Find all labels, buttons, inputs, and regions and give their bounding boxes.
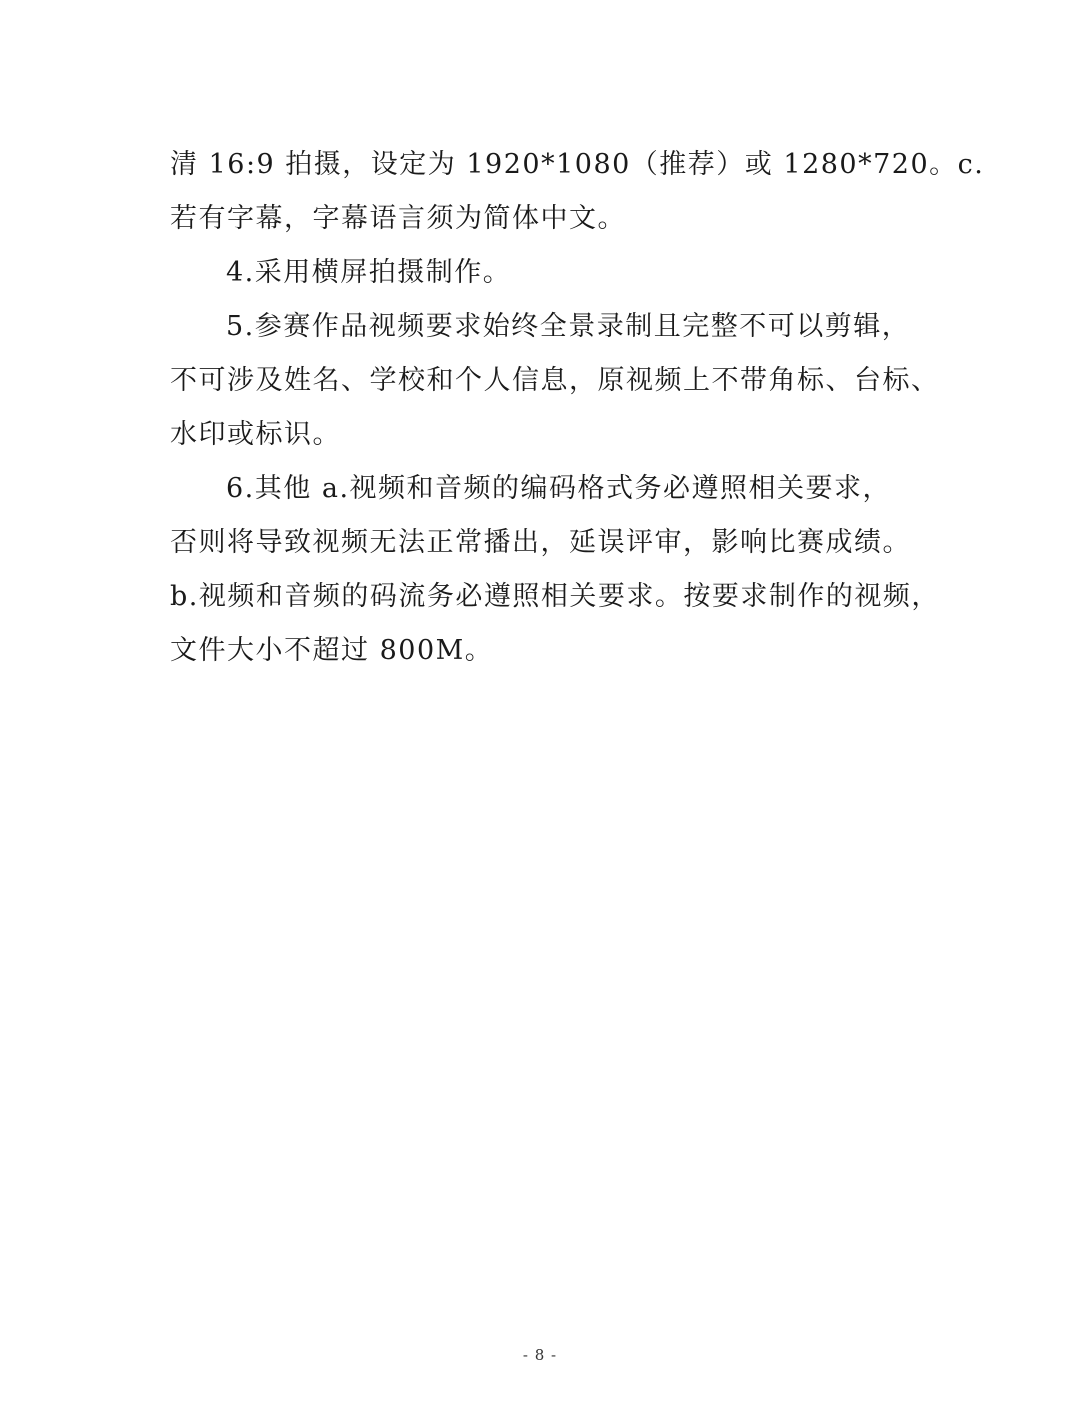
text-line: b.视频和音频的码流务必遵照相关要求。按要求制作的视频， — [170, 581, 940, 612]
text-line: 文件大小不超过 800M。 — [170, 635, 494, 666]
paragraph-item-4: 4.采用横屏拍摄制作。 — [226, 257, 512, 288]
body-text — [170, 138, 985, 678]
paragraph-item-5: 5.参赛作品视频要求始终全景录制且完整不可以剪辑， — [226, 311, 911, 342]
page-number: - 8 - — [522, 1346, 558, 1364]
text-line: 不可涉及姓名、学校和个人信息，原视频上不带角标、台标、 — [170, 365, 940, 396]
text-line: 清 16:9 拍摄，设定为 1920*1080（推荐）或 1280*720。c. — [170, 149, 985, 180]
text-line: 否则将导致视频无法正常播出，延误评审，影响比赛成绩。 — [170, 527, 911, 558]
text-line: 水印或标识。 — [170, 419, 341, 450]
paragraph-item-6: 6.其他 a.视频和音频的编码格式务必遵照相关要求， — [226, 473, 892, 504]
text-line: 若有字幕，字幕语言须为简体中文。 — [170, 203, 626, 234]
